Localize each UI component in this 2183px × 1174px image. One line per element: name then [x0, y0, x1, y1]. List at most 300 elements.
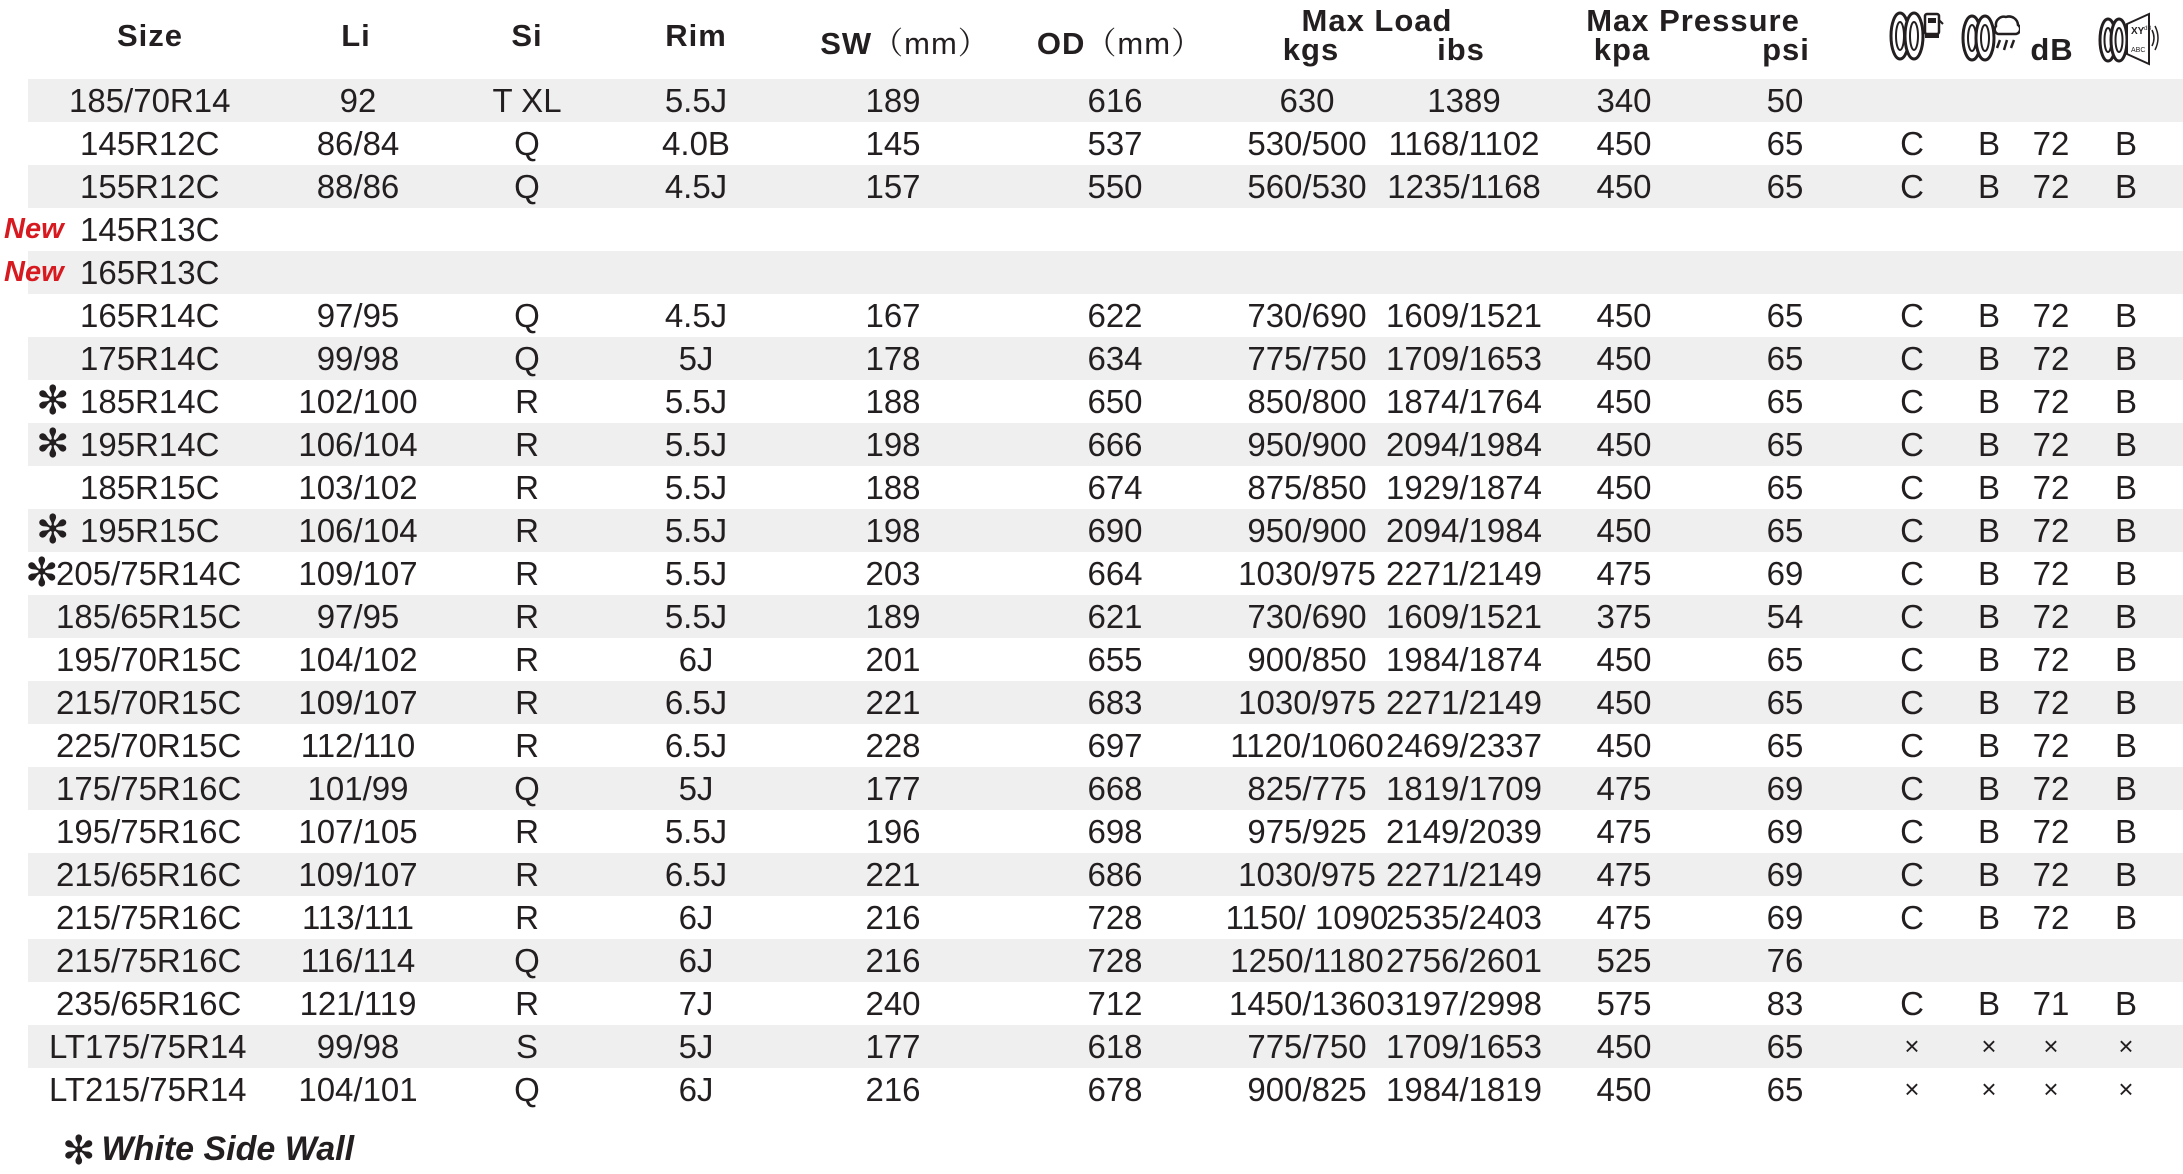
header-sw: [820, 18, 990, 63]
cell-db: 72: [2032, 856, 2070, 893]
table-row: [28, 423, 2183, 466]
table-row: [28, 810, 2183, 853]
cell-db: 72: [2032, 469, 2070, 506]
cell-ibs: 1609/1521: [1386, 598, 1542, 635]
cell-wet: B: [1977, 469, 2001, 506]
footnote: [62, 1128, 354, 1174]
cell-si: Q: [514, 942, 540, 979]
cell-fuel: C: [1900, 770, 1924, 807]
cell-si: Q: [514, 168, 540, 205]
cell-kpa: 450: [1596, 383, 1652, 420]
cell-psi: 65: [1766, 1071, 1804, 1108]
cell-si: Q: [514, 770, 540, 807]
cell-kpa: 450: [1596, 340, 1652, 377]
cell-fuel: C: [1900, 469, 1924, 506]
cell-psi: 69: [1766, 813, 1804, 850]
cell-rim: 6J: [678, 641, 714, 678]
cell-od: 634: [1087, 340, 1143, 377]
cell-wet: B: [1977, 856, 2001, 893]
footnote-text: White Side Wall: [101, 1130, 355, 1168]
cell-kpa: 450: [1596, 684, 1652, 721]
fuel-efficiency-icon: [1887, 10, 1945, 67]
cell-noise: B: [2114, 985, 2138, 1022]
white-side-wall-star-icon: ✻: [36, 508, 70, 552]
cell-od: 668: [1087, 770, 1143, 807]
header-od-label: OD: [1036, 26, 1086, 61]
cell-kgs: 730/690: [1247, 297, 1367, 334]
cell-sw: 221: [865, 684, 921, 721]
cell-sw: 198: [865, 512, 921, 549]
cell-ibs: 1709/1653: [1386, 340, 1542, 377]
cell-rim: 5.5J: [664, 813, 728, 850]
cell-size: 145R12C: [80, 125, 220, 162]
cell-noise: B: [2114, 598, 2138, 635]
cell-db: 72: [2032, 512, 2070, 549]
cell-rim: 5.5J: [664, 598, 728, 635]
header-od-unit: （mm）: [1085, 26, 1204, 61]
wet-grip-icon: [1960, 10, 2020, 67]
cell-ibs: 1709/1653: [1386, 1028, 1542, 1065]
cell-sw: 189: [865, 598, 921, 635]
cell-si: R: [515, 555, 539, 592]
cell-wet: ×: [1981, 1031, 1997, 1061]
cell-kpa: 475: [1596, 813, 1652, 850]
table-row: [28, 79, 2183, 122]
cell-noise: B: [2114, 555, 2138, 592]
table-row: [28, 767, 2183, 810]
cell-noise: B: [2114, 641, 2138, 678]
cell-psi: 65: [1766, 512, 1804, 549]
cell-kpa: 475: [1596, 856, 1652, 893]
table-row: [28, 466, 2183, 509]
white-side-wall-star-icon: ✻: [36, 422, 70, 466]
cell-od: 550: [1087, 168, 1143, 205]
header-li: Li: [341, 18, 371, 53]
cell-size: 195/75R16C: [56, 813, 242, 850]
cell-ibs: 2094/1984: [1386, 426, 1542, 463]
header-psi: psi: [1762, 32, 1810, 67]
cell-od: 621: [1087, 598, 1143, 635]
cell-wet: B: [1977, 813, 2001, 850]
cell-db: 72: [2032, 598, 2070, 635]
cell-fuel: C: [1900, 684, 1924, 721]
cell-sw: 177: [865, 770, 921, 807]
cell-wet: B: [1977, 297, 2001, 334]
cell-size: 215/65R16C: [56, 856, 242, 893]
cell-li: 97/95: [316, 598, 400, 635]
cell-noise: B: [2114, 469, 2138, 506]
cell-wet: ×: [1981, 1074, 1997, 1104]
cell-od: 697: [1087, 727, 1143, 764]
cell-noise: B: [2114, 899, 2138, 936]
cell-sw: 188: [865, 383, 921, 420]
cell-kgs: 630: [1279, 82, 1335, 119]
table-row: [28, 595, 2183, 638]
cell-kgs: 1030/975: [1238, 555, 1376, 592]
cell-rim: 6J: [678, 942, 714, 979]
cell-od: 616: [1087, 82, 1143, 119]
cell-fuel: ×: [1904, 1031, 1920, 1061]
cell-si: R: [515, 985, 539, 1022]
cell-li: 107/105: [298, 813, 418, 850]
cell-kpa: 450: [1596, 426, 1652, 463]
cell-db: 72: [2032, 383, 2070, 420]
cell-kpa: 475: [1596, 899, 1652, 936]
cell-od: 537: [1087, 125, 1143, 162]
table-row: [28, 509, 2183, 552]
cell-od: 666: [1087, 426, 1143, 463]
noise-class-icon: [2097, 10, 2159, 71]
cell-sw: 178: [865, 340, 921, 377]
cell-fuel: C: [1900, 985, 1924, 1022]
cell-sw: 177: [865, 1028, 921, 1065]
cell-wet: B: [1977, 684, 2001, 721]
cell-size: 195/70R15C: [56, 641, 242, 678]
cell-kpa: 450: [1596, 168, 1652, 205]
cell-kpa: 450: [1596, 512, 1652, 549]
cell-size: 185/65R15C: [56, 598, 242, 635]
cell-li: 92: [339, 82, 377, 119]
cell-db: 72: [2032, 727, 2070, 764]
table-row: [28, 982, 2183, 1025]
table-row: [28, 1025, 2183, 1068]
cell-od: 618: [1087, 1028, 1143, 1065]
cell-si: R: [515, 727, 539, 764]
cell-rim: 5.5J: [664, 512, 728, 549]
cell-li: 121/119: [299, 985, 417, 1022]
cell-si: R: [515, 813, 539, 850]
cell-sw: 167: [865, 297, 921, 334]
cell-db: 72: [2032, 641, 2070, 678]
cell-rim: 4.5J: [664, 297, 728, 334]
cell-sw: 196: [865, 813, 921, 850]
cell-wet: B: [1977, 555, 2001, 592]
cell-kgs: 975/925: [1247, 813, 1367, 850]
cell-sw: 216: [865, 942, 921, 979]
cell-li: 113/111: [302, 899, 414, 936]
svg-text:XY: XY: [2131, 26, 2145, 37]
cell-size: 205/75R14C: [56, 555, 242, 592]
cell-rim: 4.5J: [664, 168, 728, 205]
cell-size: 165R13C: [80, 254, 220, 291]
header-max-load: Max Load: [1301, 3, 1453, 38]
cell-db: 72: [2032, 168, 2070, 205]
cell-noise: B: [2114, 125, 2138, 162]
cell-db: 72: [2032, 426, 2070, 463]
table-header: [0, 0, 2183, 80]
cell-fuel: C: [1900, 813, 1924, 850]
cell-psi: 69: [1766, 555, 1804, 592]
table-row: [28, 337, 2183, 380]
cell-si: R: [515, 383, 539, 420]
cell-sw: 201: [865, 641, 921, 678]
cell-od: 655: [1087, 641, 1143, 678]
cell-fuel: C: [1900, 297, 1924, 334]
cell-fuel: C: [1900, 727, 1924, 764]
cell-kpa: 450: [1596, 1071, 1652, 1108]
table-row: [28, 638, 2183, 681]
cell-fuel: C: [1900, 856, 1924, 893]
cell-ibs: 2149/2039: [1386, 813, 1542, 850]
cell-db: 72: [2032, 899, 2070, 936]
cell-kgs: 1120/1060: [1230, 727, 1384, 764]
cell-kpa: 575: [1596, 985, 1652, 1022]
cell-wet: B: [1977, 770, 2001, 807]
cell-li: 104/101: [298, 1071, 418, 1108]
cell-sw: 228: [865, 727, 921, 764]
cell-si: R: [515, 512, 539, 549]
cell-rim: 6J: [678, 899, 714, 936]
cell-ibs: 2535/2403: [1386, 899, 1542, 936]
cell-db: 72: [2032, 125, 2070, 162]
cell-li: 116/114: [300, 942, 416, 979]
header-sw-unit: （mm）: [872, 26, 990, 61]
cell-psi: 65: [1766, 469, 1804, 506]
table-row: [28, 380, 2183, 423]
cell-noise: B: [2114, 297, 2138, 334]
cell-size: 145R13C: [80, 211, 220, 248]
cell-psi: 76: [1766, 942, 1804, 979]
table-row: [25, 551, 2183, 595]
cell-sw: 216: [865, 1071, 921, 1108]
cell-rim: 5J: [678, 340, 714, 377]
cell-kgs: 560/530: [1247, 168, 1367, 205]
cell-kpa: 475: [1596, 555, 1652, 592]
cell-ibs: 2271/2149: [1386, 856, 1542, 893]
cell-li: 103/102: [298, 469, 418, 506]
cell-rim: 5.5J: [664, 426, 728, 463]
cell-ibs: 1609/1521: [1386, 297, 1542, 334]
cell-rim: 5.5J: [664, 555, 728, 592]
cell-size: 215/70R15C: [56, 684, 242, 721]
table-row: [28, 853, 2183, 896]
cell-si: Q: [514, 297, 540, 334]
cell-sw: 145: [865, 125, 921, 162]
cell-ibs: 1389: [1427, 82, 1501, 119]
cell-kgs: 900/850: [1247, 641, 1367, 678]
header-si: Si: [511, 18, 543, 53]
cell-noise: B: [2114, 770, 2138, 807]
cell-psi: 54: [1766, 598, 1804, 635]
cell-size: 195R15C: [80, 512, 220, 549]
cell-size: 215/75R16C: [56, 899, 242, 936]
cell-fuel: C: [1900, 168, 1924, 205]
table-row: [28, 165, 2183, 208]
cell-rim: 6.5J: [664, 727, 728, 764]
cell-psi: 69: [1766, 899, 1804, 936]
cell-rim: 6J: [678, 1071, 714, 1108]
cell-size: 175/75R16C: [56, 770, 242, 807]
cell-si: R: [515, 899, 539, 936]
header-rim: Rim: [665, 18, 727, 53]
cell-psi: 69: [1766, 856, 1804, 893]
table-row: [28, 896, 2183, 939]
cell-si: R: [515, 641, 539, 678]
cell-noise: B: [2114, 426, 2138, 463]
cell-ibs: 1168/1102: [1388, 125, 1540, 162]
cell-noise: B: [2114, 727, 2138, 764]
cell-psi: 65: [1766, 727, 1804, 764]
cell-db: 72: [2032, 555, 2070, 592]
white-side-wall-star-icon: ✻: [36, 379, 70, 423]
cell-sw: 203: [865, 555, 921, 592]
cell-od: 686: [1087, 856, 1143, 893]
new-badge: New: [4, 213, 64, 245]
cell-sw: 198: [865, 426, 921, 463]
cell-sw: 216: [865, 899, 921, 936]
cell-rim: 5J: [678, 770, 714, 807]
cell-li: 102/100: [298, 383, 418, 420]
cell-noise: ×: [2118, 1031, 2134, 1061]
cell-od: 650: [1087, 383, 1143, 420]
cell-wet: B: [1977, 426, 2001, 463]
table-row: [28, 122, 2183, 165]
cell-size: 225/70R15C: [56, 727, 242, 764]
cell-psi: 65: [1766, 297, 1804, 334]
cell-fuel: C: [1900, 383, 1924, 420]
cell-noise: ×: [2118, 1074, 2134, 1104]
cell-od: 622: [1087, 297, 1143, 334]
cell-kgs: 730/690: [1247, 598, 1367, 635]
cell-psi: 65: [1766, 383, 1804, 420]
cell-size: 215/75R16C: [56, 942, 242, 979]
cell-si: R: [515, 426, 539, 463]
cell-kgs: 1150/ 1090: [1225, 899, 1389, 936]
cell-wet: B: [1977, 727, 2001, 764]
cell-wet: B: [1977, 168, 2001, 205]
cell-ibs: 1874/1764: [1386, 383, 1542, 420]
cell-wet: B: [1977, 125, 2001, 162]
header-od: [1037, 18, 1203, 63]
cell-psi: 50: [1766, 82, 1804, 119]
cell-size: 185R14C: [80, 383, 220, 420]
table-row: [28, 939, 2183, 982]
cell-li: 88/86: [316, 168, 400, 205]
cell-size: 165R14C: [80, 297, 220, 334]
cell-kpa: 450: [1596, 297, 1652, 334]
cell-od: 728: [1087, 942, 1143, 979]
cell-db: 71: [2032, 985, 2070, 1022]
cell-od: 678: [1087, 1071, 1143, 1108]
cell-li: 106/104: [298, 426, 418, 463]
svg-text:ABC: ABC: [2131, 47, 2146, 54]
cell-wet: B: [1977, 340, 2001, 377]
cell-kgs: 1030/975: [1238, 856, 1376, 893]
cell-noise: B: [2114, 512, 2138, 549]
cell-rim: 6.5J: [664, 684, 728, 721]
cell-od: 712: [1087, 985, 1143, 1022]
cell-size: 185R15C: [80, 469, 220, 506]
cell-kpa: 450: [1596, 125, 1652, 162]
cell-kgs: 900/825: [1247, 1071, 1367, 1108]
cell-kgs: 530/500: [1247, 125, 1367, 162]
cell-psi: 65: [1766, 684, 1804, 721]
cell-si: T XL: [492, 82, 562, 119]
cell-size: 235/65R16C: [56, 985, 242, 1022]
header-db: dB: [2030, 32, 2074, 67]
cell-rim: 5.5J: [664, 82, 728, 119]
cell-psi: 65: [1766, 641, 1804, 678]
cell-rim: 5.5J: [664, 383, 728, 420]
cell-od: 698: [1087, 813, 1143, 850]
cell-psi: 65: [1766, 168, 1804, 205]
cell-ibs: 1984/1874: [1386, 641, 1542, 678]
cell-rim: 5J: [678, 1028, 714, 1065]
cell-fuel: ×: [1904, 1074, 1920, 1104]
cell-rim: 4.0B: [662, 125, 730, 162]
cell-si: Q: [514, 1071, 540, 1108]
cell-wet: B: [1977, 512, 2001, 549]
table-row: [28, 294, 2183, 337]
white-side-wall-star-icon: ✻: [62, 1129, 96, 1173]
cell-noise: B: [2114, 813, 2138, 850]
cell-li: 109/107: [298, 684, 418, 721]
cell-si: S: [515, 1028, 539, 1065]
header-kpa: kpa: [1593, 32, 1651, 67]
cell-size: LT215/75R14: [49, 1071, 247, 1108]
cell-kgs: 850/800: [1247, 383, 1367, 420]
cell-kgs: 1250/1180: [1230, 942, 1384, 979]
cell-wet: B: [1977, 899, 2001, 936]
cell-fuel: C: [1900, 555, 1924, 592]
cell-ibs: 1984/1819: [1386, 1071, 1542, 1108]
cell-kgs: 775/750: [1247, 1028, 1367, 1065]
cell-kpa: 450: [1596, 469, 1652, 506]
cell-kpa: 375: [1596, 598, 1652, 635]
cell-li: 112/110: [300, 727, 416, 764]
cell-kpa: 475: [1596, 770, 1652, 807]
cell-db: ×: [2043, 1074, 2059, 1104]
cell-kgs: 950/900: [1247, 426, 1367, 463]
table-row: [4, 208, 2183, 251]
cell-psi: 65: [1766, 125, 1804, 162]
cell-li: 86/84: [316, 125, 400, 162]
header-kgs: kgs: [1282, 32, 1340, 67]
cell-si: Q: [514, 340, 540, 377]
cell-kpa: 450: [1596, 641, 1652, 678]
cell-psi: 65: [1766, 340, 1804, 377]
table-row: [28, 1068, 2183, 1111]
cell-psi: 65: [1766, 426, 1804, 463]
cell-sw: 221: [865, 856, 921, 893]
cell-db: 72: [2032, 340, 2070, 377]
cell-wet: B: [1977, 641, 2001, 678]
cell-kpa: 450: [1596, 727, 1652, 764]
cell-rim: 7J: [678, 985, 714, 1022]
cell-kgs: 875/850: [1247, 469, 1367, 506]
cell-kgs: 775/750: [1247, 340, 1367, 377]
header-max-pressure: Max Pressure: [1586, 3, 1800, 38]
cell-size: 195R14C: [80, 426, 220, 463]
cell-kpa: 340: [1596, 82, 1652, 119]
cell-noise: B: [2114, 856, 2138, 893]
cell-size: 185/70R14: [69, 82, 231, 119]
svg-text:dB: dB: [2144, 26, 2152, 32]
cell-db: 72: [2032, 813, 2070, 850]
cell-od: 664: [1087, 555, 1143, 592]
cell-wet: B: [1977, 598, 2001, 635]
cell-od: 674: [1087, 469, 1143, 506]
cell-li: 109/107: [298, 555, 418, 592]
cell-od: 683: [1087, 684, 1143, 721]
cell-od: 728: [1087, 899, 1143, 936]
cell-kpa: 525: [1596, 942, 1652, 979]
cell-kgs: 1450/1360: [1229, 985, 1385, 1022]
cell-ibs: 1235/1168: [1387, 168, 1541, 205]
header-ibs: ibs: [1437, 32, 1485, 67]
table-row: [28, 724, 2183, 767]
cell-si: R: [515, 856, 539, 893]
